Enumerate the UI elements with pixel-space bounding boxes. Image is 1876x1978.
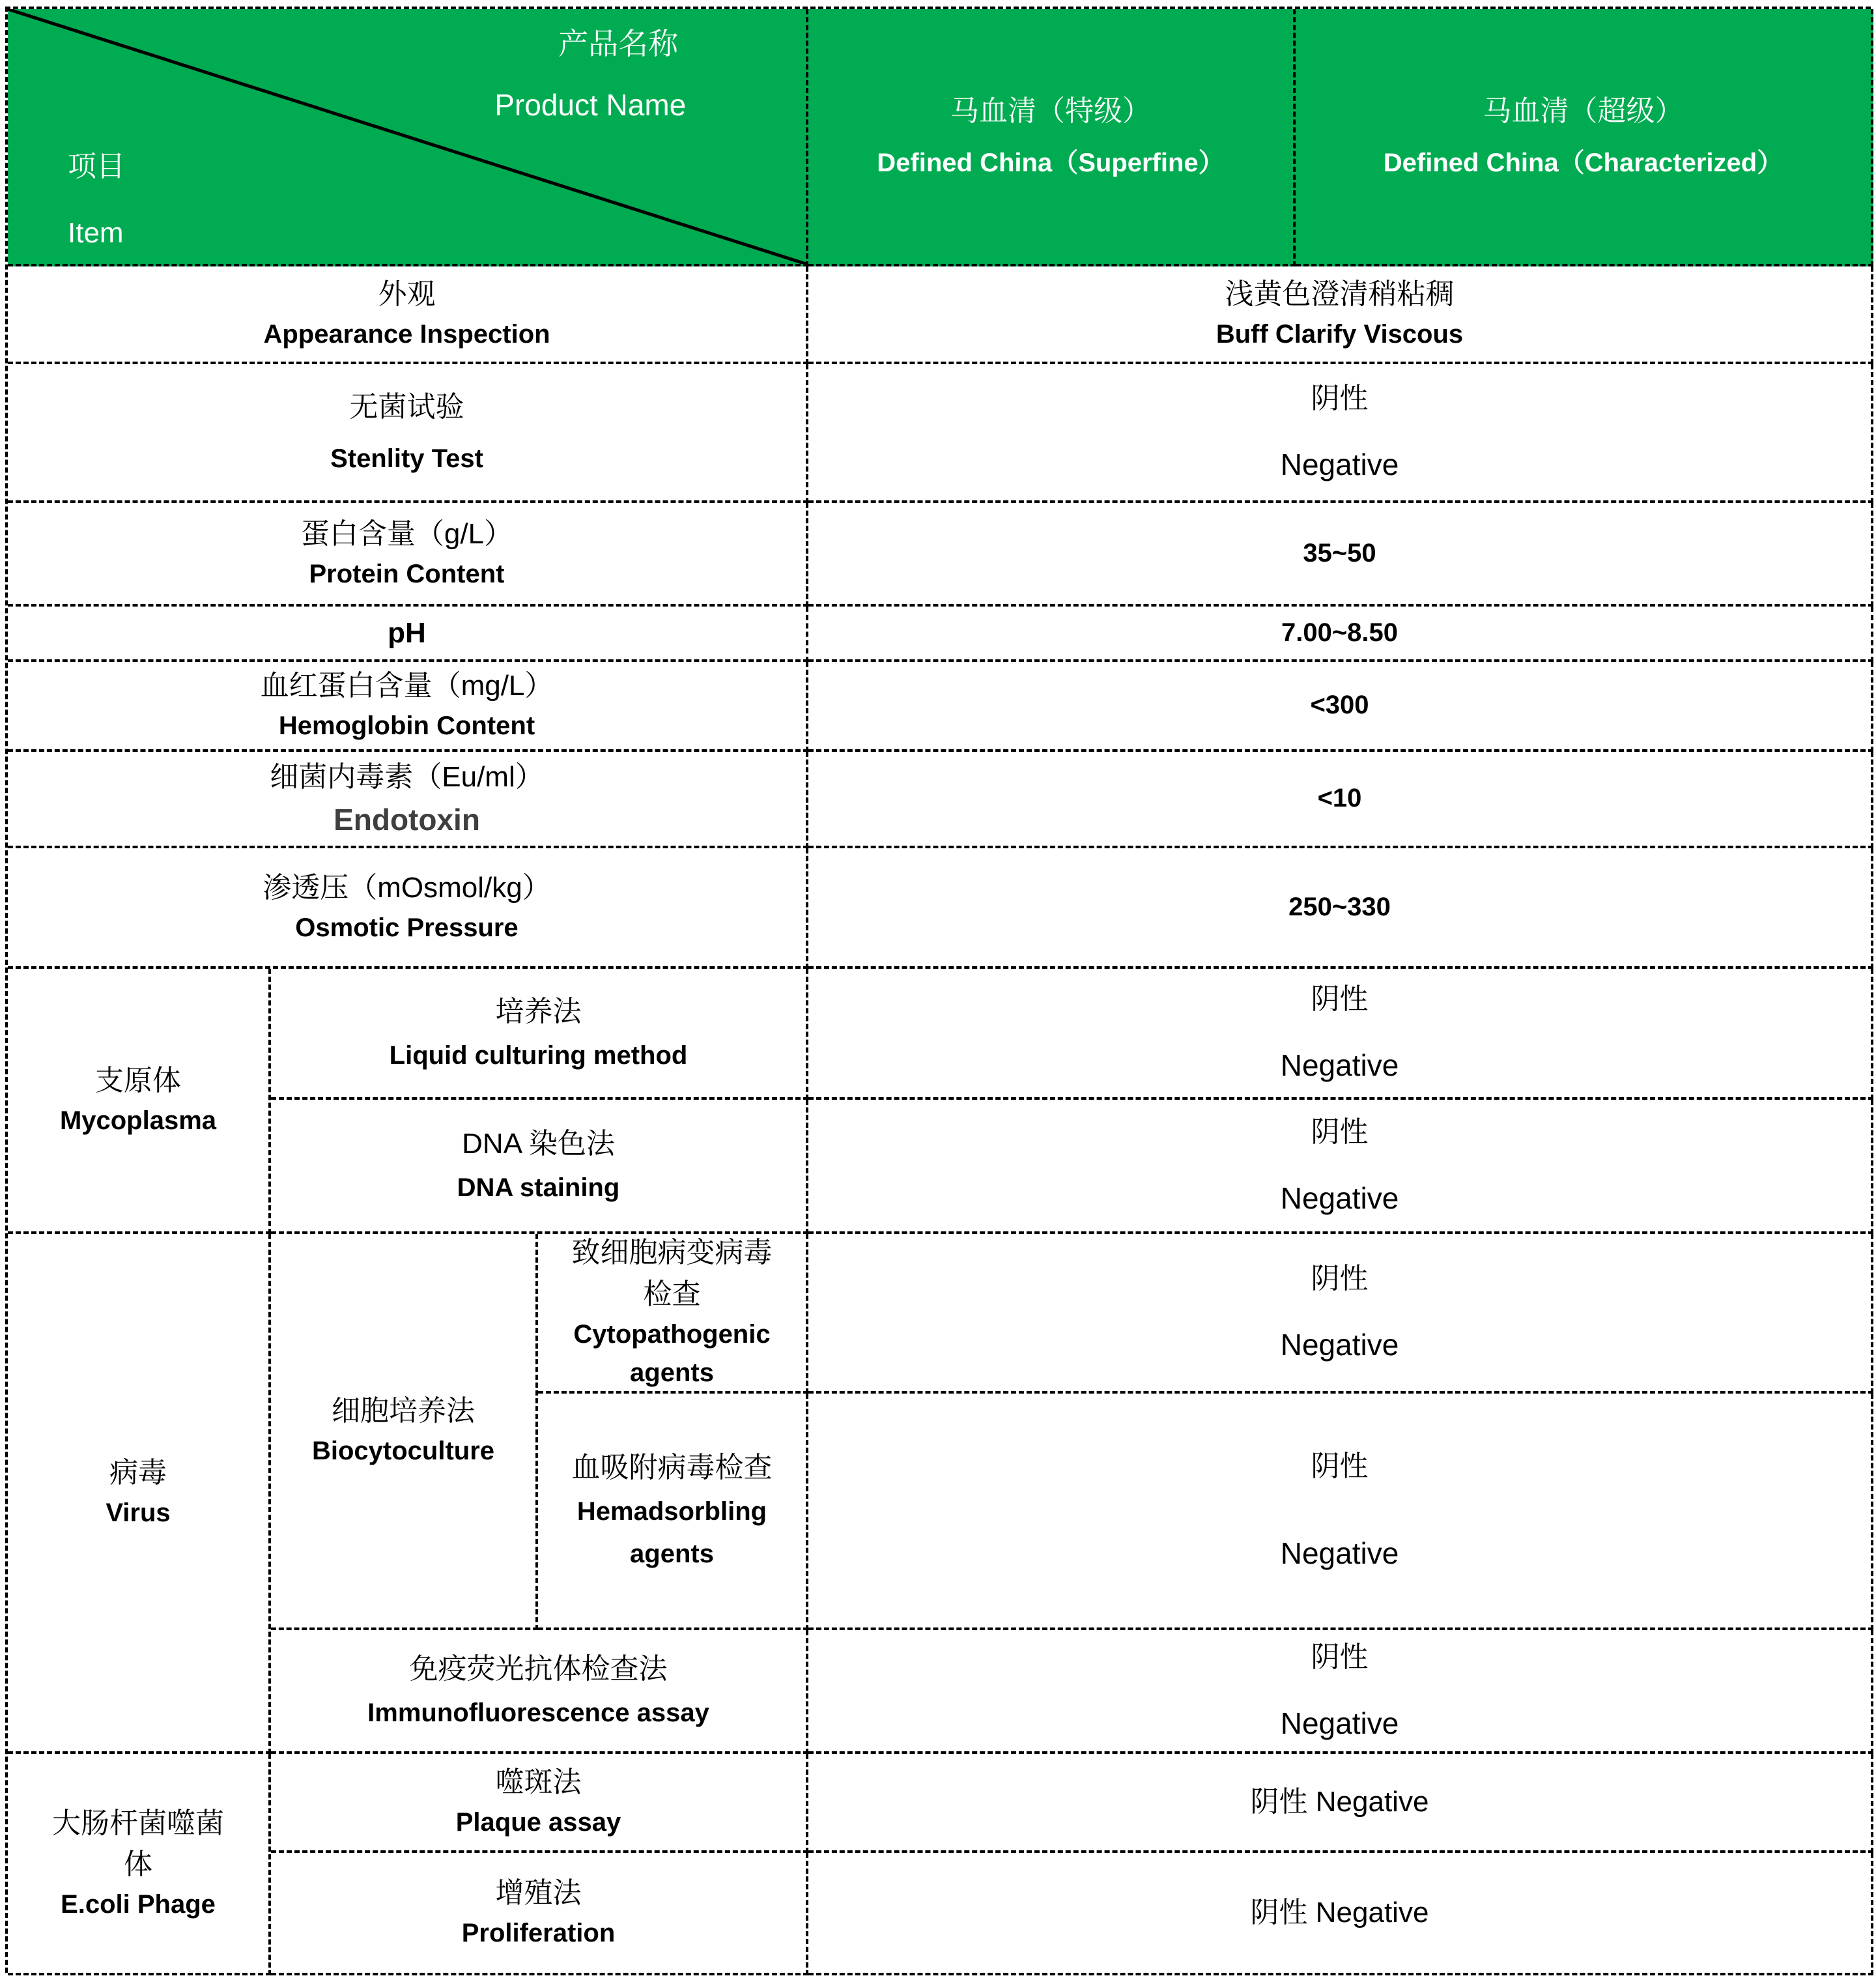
mycoplasma-label-en: Mycoplasma <box>59 1106 217 1135</box>
cytopathogenic-label-zh-line2: 检查 <box>643 1278 701 1311</box>
mycoplasma-label-zh: 支原体 <box>95 1064 181 1096</box>
header-column-superfine <box>808 9 1296 266</box>
culturing-label-en: Liquid culturing method <box>389 1040 688 1070</box>
row-cytopathogenic-value <box>808 1234 1873 1394</box>
endotoxin-label-zh: 细菌内毒素（Eu/ml） <box>270 760 544 793</box>
row-protein-value <box>808 503 1873 607</box>
protein-label-en: Protein Content <box>309 559 505 588</box>
header-product-name-zh: 产品名称 <box>558 27 679 61</box>
row-sterility-value <box>808 364 1873 503</box>
virus-label-zh: 病毒 <box>109 1457 167 1489</box>
row-hemadsorbing-value <box>808 1394 1873 1630</box>
row-proliferation-item <box>271 1853 808 1975</box>
header-characterized-zh: 马血清（超级） <box>1483 94 1684 127</box>
row-endotoxin-value <box>808 752 1873 848</box>
proliferation-value: 阴性 Negative <box>1250 1897 1429 1929</box>
hemadsorbing-label-zh: 血吸附病毒检查 <box>571 1452 773 1484</box>
spec-table <box>5 7 1871 1973</box>
row-appearance-value <box>808 266 1873 364</box>
protein-value: 35~50 <box>1303 538 1376 567</box>
row-hemoglobin-item <box>8 662 808 752</box>
hemadsorbing-label-en-line2: agents <box>630 1540 714 1569</box>
sterility-value-en: Negative <box>1280 448 1399 482</box>
immunofluorescence-value-en: Negative <box>1280 1706 1399 1740</box>
endotoxin-label-en: Endotoxin <box>334 802 480 837</box>
group-label-ecoli-phage <box>8 1754 271 1975</box>
ecoli-label-en: E.coli Phage <box>61 1890 216 1919</box>
sterility-label-en: Stenlity Test <box>330 444 483 473</box>
row-plaque-value <box>808 1754 1873 1853</box>
plaque-label-zh: 噬斑法 <box>495 1766 582 1799</box>
culturing-label-zh: 培养法 <box>495 995 582 1027</box>
appearance-value-en: Buff Clarify Viscous <box>1215 320 1464 349</box>
row-osmotic-value <box>808 848 1873 969</box>
group-label-biocytoculture <box>271 1234 538 1630</box>
immunofluorescence-label-zh: 免疫荧光抗体检查法 <box>409 1653 668 1685</box>
row-ph-value <box>808 607 1873 662</box>
row-endotoxin-item <box>8 752 808 848</box>
appearance-label-en: Appearance Inspection <box>263 320 550 349</box>
endotoxin-value: <10 <box>1317 784 1362 813</box>
hemadsorbing-label-en-line1: Hemadsorbling <box>576 1497 767 1526</box>
dna-staining-label-zh: DNA 染色法 <box>462 1128 615 1160</box>
row-hemadsorbing-item <box>538 1394 808 1630</box>
row-sterility-item <box>8 364 808 503</box>
row-culturing-item <box>271 969 808 1100</box>
ph-label: pH <box>388 616 426 649</box>
immunofluorescence-label-en: Immunofluorescence assay <box>367 1698 709 1728</box>
ecoli-label-zh-line2: 体 <box>124 1848 152 1881</box>
header-characterized-en: Defined China（Characterized） <box>1383 148 1784 177</box>
row-culturing-value <box>808 969 1873 1100</box>
row-osmotic-item <box>8 848 808 969</box>
cytopathogenic-value-en: Negative <box>1280 1328 1399 1362</box>
cytopathogenic-label-zh-line1: 致细胞病变病毒 <box>571 1237 773 1269</box>
header-superfine-zh: 马血清（特级） <box>950 94 1151 127</box>
header-superfine-en: Defined China（Superfine） <box>877 148 1225 177</box>
hemoglobin-label-en: Hemoglobin Content <box>278 711 535 741</box>
osmotic-value: 250~330 <box>1288 892 1391 921</box>
proliferation-label-zh: 增殖法 <box>495 1877 582 1910</box>
row-ph-item <box>8 607 808 662</box>
ecoli-label-zh-line1: 大肠杆菌噬菌 <box>52 1807 224 1839</box>
row-dna-staining-item <box>271 1100 808 1234</box>
sterility-label-zh: 无菌试验 <box>349 390 464 423</box>
culturing-value-zh: 阴性 <box>1311 983 1369 1016</box>
row-proliferation-value <box>808 1853 1873 1975</box>
row-hemoglobin-value <box>808 662 1873 752</box>
plaque-label-en: Plaque assay <box>455 1808 621 1837</box>
row-plaque-item <box>271 1754 808 1853</box>
appearance-label-zh: 外观 <box>378 278 436 311</box>
group-label-virus <box>8 1234 271 1754</box>
hemadsorbing-value-zh: 阴性 <box>1311 1450 1369 1483</box>
virus-label-en: Virus <box>106 1498 171 1528</box>
cytopathogenic-label-en-line2: agents <box>630 1358 714 1388</box>
group-label-mycoplasma <box>8 969 271 1234</box>
plaque-value: 阴性 Negative <box>1250 1786 1429 1818</box>
ph-value: 7.00~8.50 <box>1281 618 1399 647</box>
culturing-value-en: Negative <box>1280 1048 1399 1083</box>
hemadsorbing-value-en: Negative <box>1280 1536 1399 1571</box>
header-product-name-en: Product Name <box>494 88 687 122</box>
header-corner-cell <box>8 9 808 266</box>
proliferation-label-en: Proliferation <box>461 1919 616 1948</box>
biocytoculture-label-en: Biocytoculture <box>311 1437 495 1466</box>
hemoglobin-label-zh: 血红蛋白含量（mg/L） <box>260 670 554 702</box>
protein-label-zh: 蛋白含量（g/L） <box>300 517 513 550</box>
immunofluorescence-value-zh: 阴性 <box>1311 1641 1369 1673</box>
row-immunofluorescence-item <box>271 1630 808 1754</box>
header-item-zh: 项目 <box>68 150 125 182</box>
row-immunofluorescence-value <box>808 1630 1873 1754</box>
row-dna-staining-value <box>808 1100 1873 1234</box>
header-item-en: Item <box>68 217 124 249</box>
hemoglobin-value: <300 <box>1310 691 1369 720</box>
header-column-characterized <box>1296 9 1873 266</box>
row-appearance-item <box>8 266 808 364</box>
dna-staining-label-en: DNA staining <box>457 1173 620 1203</box>
biocytoculture-label-zh: 细胞培养法 <box>332 1395 475 1427</box>
dna-staining-value-zh: 阴性 <box>1311 1115 1369 1148</box>
cytopathogenic-value-zh: 阴性 <box>1311 1263 1369 1295</box>
osmotic-label-zh: 渗透压（mOsmol/kg） <box>263 871 551 904</box>
appearance-value-zh: 浅黄色澄清稍粘稠 <box>1225 278 1455 311</box>
sterility-value-zh: 阴性 <box>1311 382 1369 415</box>
row-cytopathogenic-item <box>538 1234 808 1394</box>
dna-staining-value-en: Negative <box>1280 1181 1399 1215</box>
cytopathogenic-label-en-line1: Cytopathogenic <box>573 1320 771 1349</box>
row-protein-item <box>8 503 808 607</box>
osmotic-label-en: Osmotic Pressure <box>295 913 519 942</box>
